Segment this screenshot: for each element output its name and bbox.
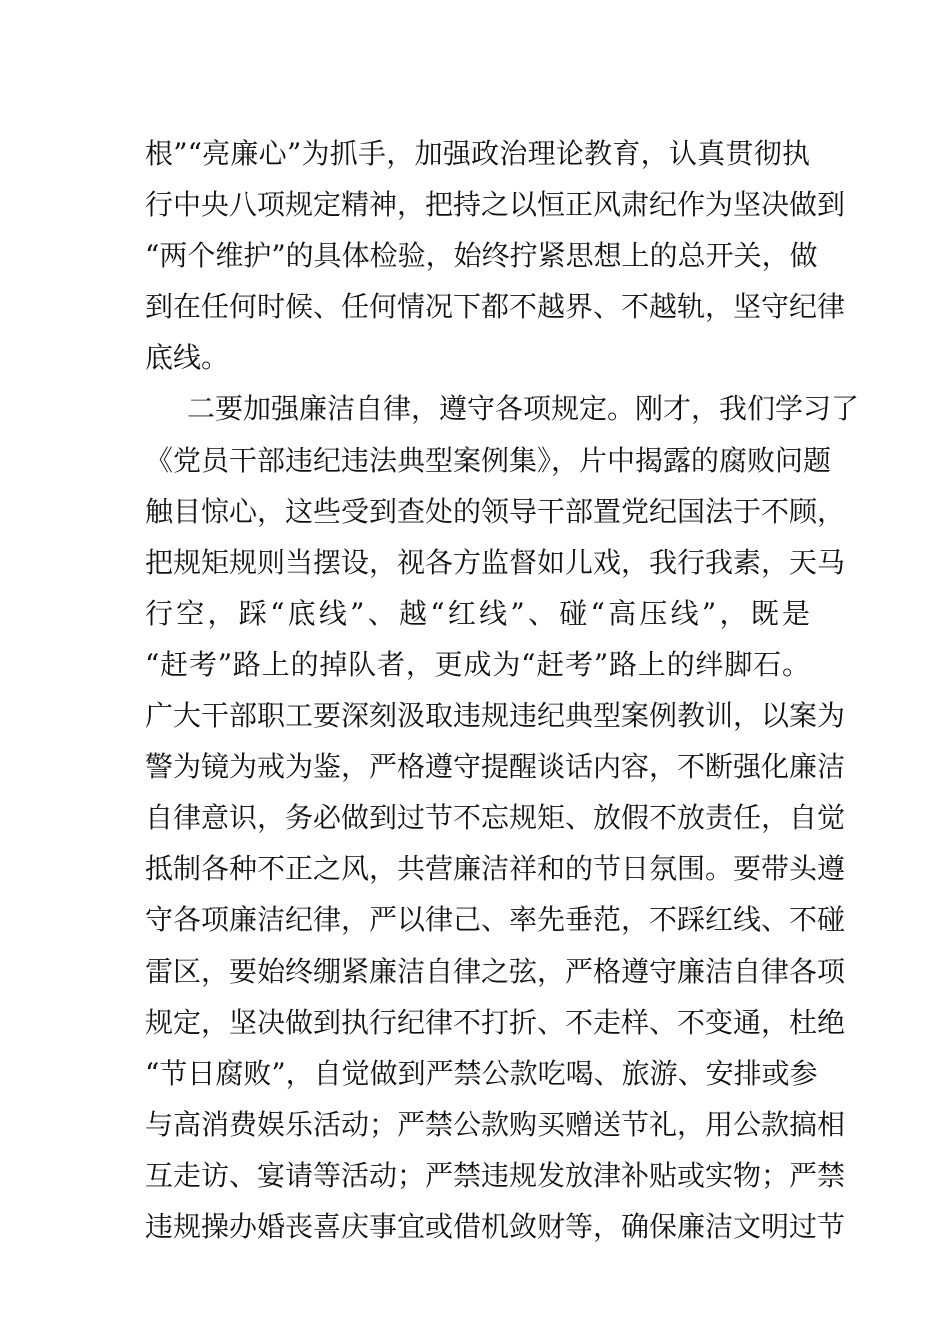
text-line: 自律意识，务必做到过节不忘规矩、放假不放责任，自觉	[145, 801, 846, 835]
text-line: 到在任何时候、任何情况下都不越界、不越轨，坚守纪律	[145, 290, 846, 324]
text-line: 规定，坚决做到执行纪律不打折、不走样、不变通，杜绝	[145, 1005, 846, 1039]
body-text	[145, 128, 860, 1252]
text-line: 广大干部职工要深刻汲取违规违纪典型案例教训，以案为	[145, 699, 846, 733]
text-line: 警为镜为戒为鉴，严格遵守提醒谈话内容，不断强化廉洁	[145, 750, 846, 784]
text-line: 《党员干部违纪违法典型案例集》，片中揭露的腐败问题	[145, 443, 832, 477]
text-line: 底线。	[145, 341, 230, 375]
paragraph-first-line: 二要加强廉洁自律，遵守各项规定。刚才，我们学习了	[187, 392, 860, 426]
text-line: 互走访、宴请等活动；严禁违规发放津补贴或实物；严禁	[145, 1158, 846, 1192]
text-line: 雷区，要始终绷紧廉洁自律之弦，严格遵守廉洁自律各项	[145, 954, 846, 988]
text-line: “节日腐败”，自觉做到严禁公款吃喝、旅游、安排或参	[145, 1056, 818, 1090]
text-line: 与高消费娱乐活动；严禁公款购买赠送节礼，用公款搞相	[145, 1107, 846, 1141]
text-line: 守各项廉洁纪律，严以律己、率先垂范，不踩红线、不碰	[145, 903, 846, 937]
text-line: 把规矩规则当摆设，视各方监督如儿戏，我行我素，天马	[145, 545, 846, 579]
text-line: 根”“亮廉心”为抓手，加强政治理论教育，认真贯彻执	[145, 137, 810, 170]
text-line: 行中央八项规定精神，把持之以恒正风肃纪作为坚决做到	[145, 188, 846, 222]
text-line: “赶考”路上的掉队者，更成为“赶考”路上的绊脚石。	[145, 647, 810, 681]
text-line: 行空，踩“底线”、越“红线”、碰“高压线”，既是	[145, 596, 810, 630]
text-line: 抵制各种不正之风，共营廉洁祥和的节日氛围。要带头遵	[145, 852, 846, 886]
text-line: “两个维护”的具体检验，始终拧紧思想上的总开关，做	[145, 239, 818, 273]
text-line: 触目惊心，这些受到查处的领导干部置党纪国法于不顾，	[145, 494, 846, 528]
text-line: 违规操办婚丧喜庆事宜或借机敛财等，确保廉洁文明过节	[145, 1209, 846, 1243]
